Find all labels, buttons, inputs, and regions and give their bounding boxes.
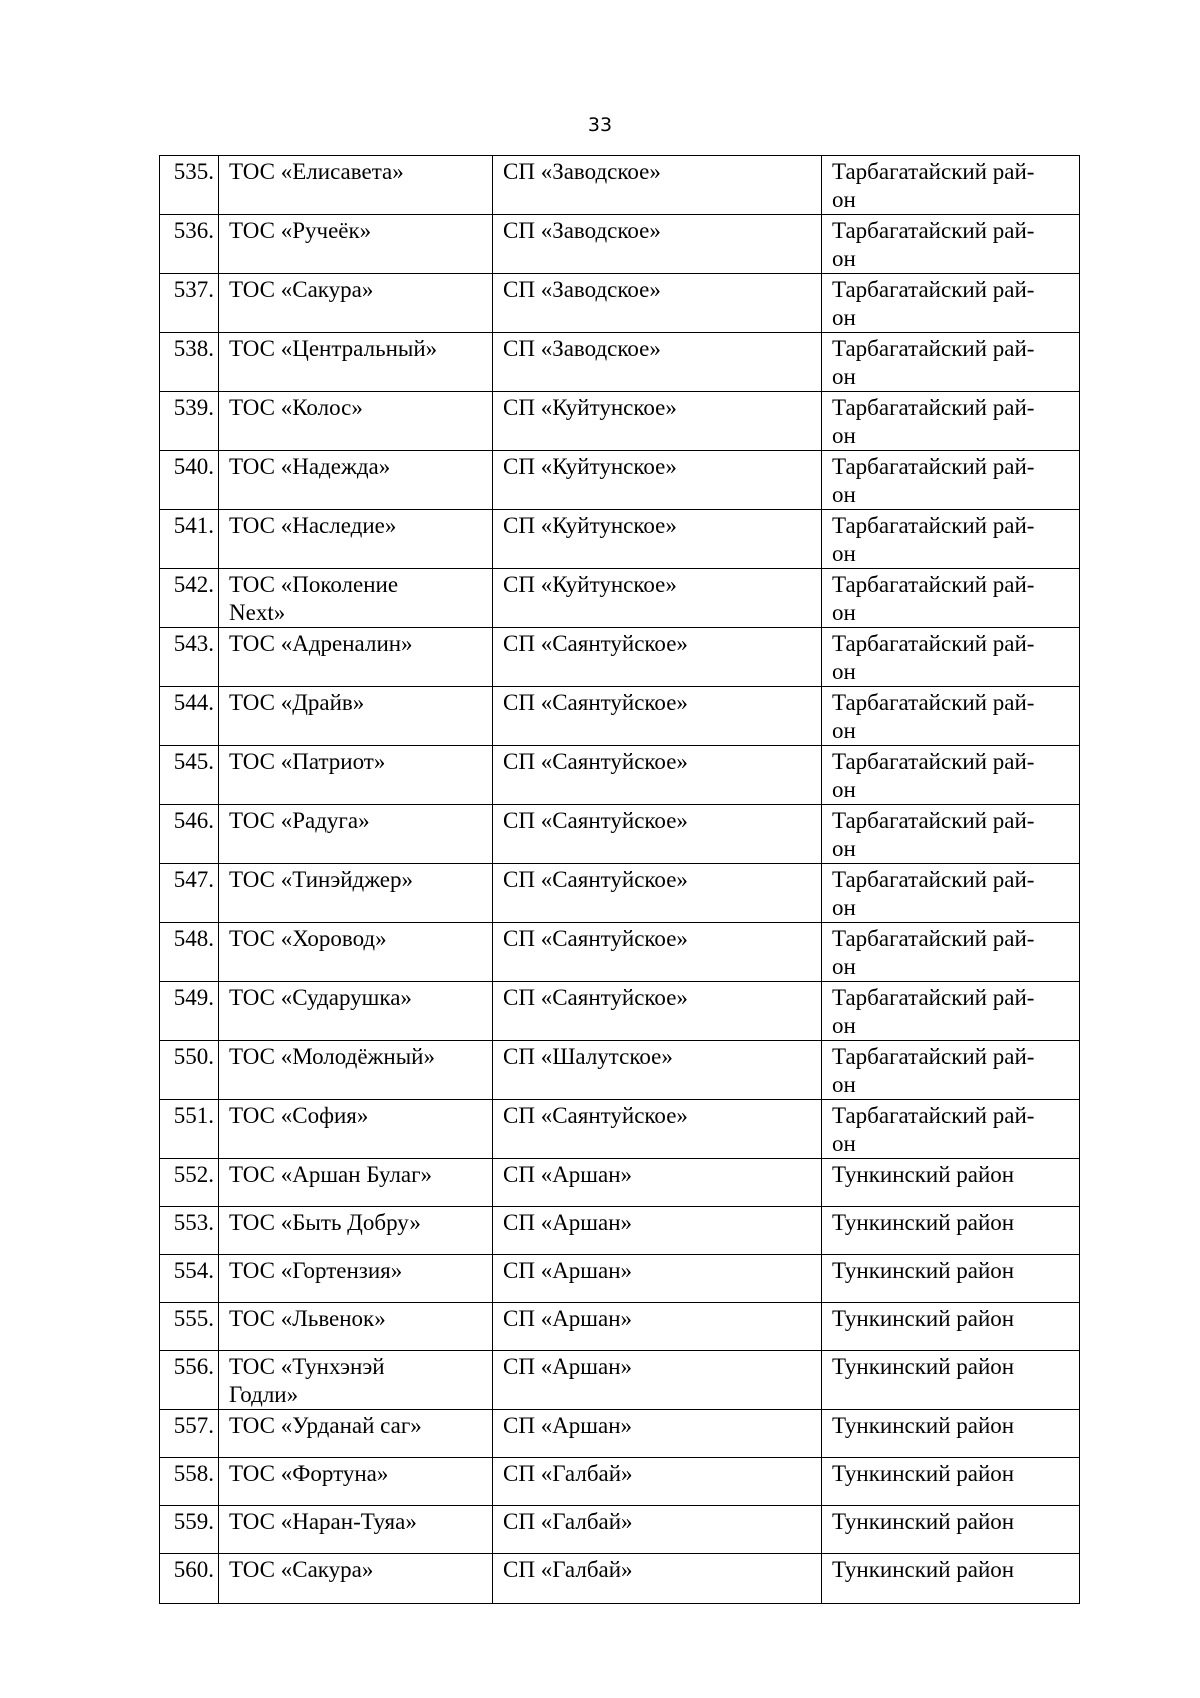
table-row bbox=[160, 1554, 1080, 1604]
district: Тарбагатайский рай- он bbox=[822, 1041, 1080, 1100]
settlement: СП «Аршан» bbox=[493, 1207, 822, 1255]
row-number: 559. bbox=[160, 1506, 219, 1554]
tos-name: ТОС «Фортуна» bbox=[219, 1458, 493, 1506]
row-number: 552. bbox=[160, 1159, 219, 1207]
settlement: СП «Галбай» bbox=[493, 1506, 822, 1554]
page-number: 33 bbox=[587, 114, 613, 136]
district: Тарбагатайский рай- он bbox=[822, 569, 1080, 628]
tos-name: ТОС «Быть Добру» bbox=[219, 1207, 493, 1255]
table-row bbox=[160, 687, 1080, 746]
district: Тарбагатайский рай- он bbox=[822, 923, 1080, 982]
settlement: СП «Саянтуйское» bbox=[493, 1100, 822, 1159]
settlement: СП «Аршан» bbox=[493, 1255, 822, 1303]
settlement: СП «Заводское» bbox=[493, 274, 822, 333]
table-row bbox=[160, 1303, 1080, 1351]
row-number: 544. bbox=[160, 687, 219, 746]
settlement: СП «Саянтуйское» bbox=[493, 923, 822, 982]
tos-name: ТОС «Сакура» bbox=[219, 274, 493, 333]
row-number: 538. bbox=[160, 333, 219, 392]
district: Тарбагатайский рай- он bbox=[822, 1100, 1080, 1159]
table-body bbox=[160, 156, 1080, 1604]
district: Тарбагатайский рай- он bbox=[822, 451, 1080, 510]
table-row bbox=[160, 392, 1080, 451]
row-number: 557. bbox=[160, 1410, 219, 1458]
district: Тункинский район bbox=[822, 1458, 1080, 1506]
table-row bbox=[160, 805, 1080, 864]
row-number: 536. bbox=[160, 215, 219, 274]
settlement: СП «Заводское» bbox=[493, 333, 822, 392]
table-row bbox=[160, 156, 1080, 215]
settlement: СП «Куйтунское» bbox=[493, 569, 822, 628]
settlement: СП «Заводское» bbox=[493, 156, 822, 215]
tos-name: ТОС «Урданай саг» bbox=[219, 1410, 493, 1458]
settlement: СП «Аршан» bbox=[493, 1351, 822, 1410]
row-number: 554. bbox=[160, 1255, 219, 1303]
settlement: СП «Саянтуйское» bbox=[493, 982, 822, 1041]
tos-name: ТОС «Ручеёк» bbox=[219, 215, 493, 274]
table-row bbox=[160, 982, 1080, 1041]
row-number: 560. bbox=[160, 1554, 219, 1604]
table-row bbox=[160, 1458, 1080, 1506]
settlement: СП «Саянтуйское» bbox=[493, 805, 822, 864]
settlement: СП «Аршан» bbox=[493, 1159, 822, 1207]
district: Тункинский район bbox=[822, 1506, 1080, 1554]
table-row bbox=[160, 215, 1080, 274]
table-row bbox=[160, 1255, 1080, 1303]
row-number: 535. bbox=[160, 156, 219, 215]
settlement: СП «Саянтуйское» bbox=[493, 746, 822, 805]
tos-name: ТОС «Елисавета» bbox=[219, 156, 493, 215]
tos-name: ТОС «Молодёжный» bbox=[219, 1041, 493, 1100]
tos-name: ТОС «Поколение Next» bbox=[219, 569, 493, 628]
row-number: 543. bbox=[160, 628, 219, 687]
table-row bbox=[160, 1410, 1080, 1458]
row-number: 558. bbox=[160, 1458, 219, 1506]
settlement: СП «Куйтунское» bbox=[493, 451, 822, 510]
table-row bbox=[160, 569, 1080, 628]
tos-name: ТОС «Львенок» bbox=[219, 1303, 493, 1351]
row-number: 541. bbox=[160, 510, 219, 569]
row-number: 556. bbox=[160, 1351, 219, 1410]
district: Тункинский район bbox=[822, 1351, 1080, 1410]
district: Тарбагатайский рай- он bbox=[822, 982, 1080, 1041]
district: Тарбагатайский рай- он bbox=[822, 746, 1080, 805]
settlement: СП «Галбай» bbox=[493, 1554, 822, 1604]
district: Тарбагатайский рай- он bbox=[822, 687, 1080, 746]
tos-name: ТОС «София» bbox=[219, 1100, 493, 1159]
tos-name: ТОС «Радуга» bbox=[219, 805, 493, 864]
row-number: 550. bbox=[160, 1041, 219, 1100]
district: Тарбагатайский рай- он bbox=[822, 864, 1080, 923]
table-row bbox=[160, 746, 1080, 805]
settlement: СП «Заводское» bbox=[493, 215, 822, 274]
row-number: 540. bbox=[160, 451, 219, 510]
tos-name: ТОС «Тинэйджер» bbox=[219, 864, 493, 923]
settlement: СП «Шалутское» bbox=[493, 1041, 822, 1100]
tos-name: ТОС «Наследие» bbox=[219, 510, 493, 569]
table-row bbox=[160, 1159, 1080, 1207]
row-number: 542. bbox=[160, 569, 219, 628]
tos-name: ТОС «Наран-Туяа» bbox=[219, 1506, 493, 1554]
tos-name: ТОС «Сакура» bbox=[219, 1554, 493, 1604]
settlement: СП «Галбай» bbox=[493, 1458, 822, 1506]
tos-name: ТОС «Гортензия» bbox=[219, 1255, 493, 1303]
district: Тункинский район bbox=[822, 1255, 1080, 1303]
tos-name: ТОС «Тунхэнэй Годли» bbox=[219, 1351, 493, 1410]
table-row bbox=[160, 1506, 1080, 1554]
tos-name: ТОС «Надежда» bbox=[219, 451, 493, 510]
district: Тункинский район bbox=[822, 1303, 1080, 1351]
table-row bbox=[160, 451, 1080, 510]
district: Тарбагатайский рай- он bbox=[822, 628, 1080, 687]
district: Тарбагатайский рай- он bbox=[822, 333, 1080, 392]
table-row bbox=[160, 1100, 1080, 1159]
settlement: СП «Куйтунское» bbox=[493, 392, 822, 451]
table-row bbox=[160, 1207, 1080, 1255]
settlement: СП «Саянтуйское» bbox=[493, 687, 822, 746]
district: Тункинский район bbox=[822, 1554, 1080, 1604]
district: Тарбагатайский рай- он bbox=[822, 392, 1080, 451]
district: Тарбагатайский рай- он bbox=[822, 156, 1080, 215]
table-row bbox=[160, 1041, 1080, 1100]
row-number: 546. bbox=[160, 805, 219, 864]
district: Тарбагатайский рай- он bbox=[822, 215, 1080, 274]
table-row bbox=[160, 628, 1080, 687]
table-row bbox=[160, 923, 1080, 982]
tos-registry-table bbox=[159, 155, 1080, 1604]
row-number: 549. bbox=[160, 982, 219, 1041]
row-number: 537. bbox=[160, 274, 219, 333]
table-row bbox=[160, 333, 1080, 392]
district: Тункинский район bbox=[822, 1159, 1080, 1207]
district: Тарбагатайский рай- он bbox=[822, 805, 1080, 864]
settlement: СП «Аршан» bbox=[493, 1410, 822, 1458]
tos-name: ТОС «Колос» bbox=[219, 392, 493, 451]
settlement: СП «Саянтуйское» bbox=[493, 628, 822, 687]
district: Тункинский район bbox=[822, 1410, 1080, 1458]
tos-name: ТОС «Хоровод» bbox=[219, 923, 493, 982]
district: Тарбагатайский рай- он bbox=[822, 274, 1080, 333]
tos-name: ТОС «Аршан Булаг» bbox=[219, 1159, 493, 1207]
tos-name: ТОС «Адреналин» bbox=[219, 628, 493, 687]
settlement: СП «Аршан» bbox=[493, 1303, 822, 1351]
row-number: 551. bbox=[160, 1100, 219, 1159]
district: Тарбагатайский рай- он bbox=[822, 510, 1080, 569]
row-number: 539. bbox=[160, 392, 219, 451]
settlement: СП «Куйтунское» bbox=[493, 510, 822, 569]
table-row bbox=[160, 274, 1080, 333]
row-number: 555. bbox=[160, 1303, 219, 1351]
tos-name: ТОС «Сударушка» bbox=[219, 982, 493, 1041]
table-row bbox=[160, 1351, 1080, 1410]
tos-name: ТОС «Центральный» bbox=[219, 333, 493, 392]
table-row bbox=[160, 864, 1080, 923]
row-number: 547. bbox=[160, 864, 219, 923]
row-number: 553. bbox=[160, 1207, 219, 1255]
row-number: 548. bbox=[160, 923, 219, 982]
tos-name: ТОС «Патриот» bbox=[219, 746, 493, 805]
district: Тункинский район bbox=[822, 1207, 1080, 1255]
settlement: СП «Саянтуйское» bbox=[493, 864, 822, 923]
table-row bbox=[160, 510, 1080, 569]
row-number: 545. bbox=[160, 746, 219, 805]
tos-name: ТОС «Драйв» bbox=[219, 687, 493, 746]
